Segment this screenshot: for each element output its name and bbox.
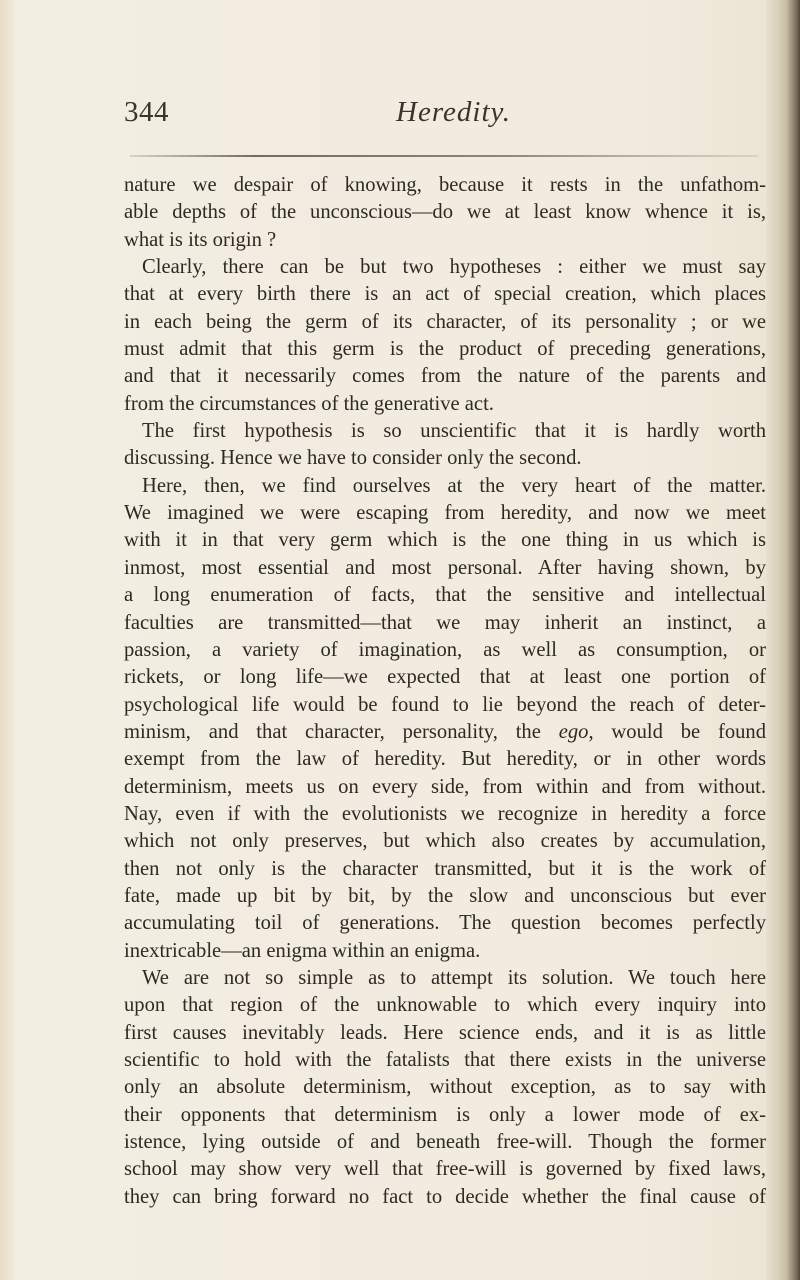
page-left-margin xyxy=(0,0,14,1280)
text-line: The first hypothesis is so unscientific that it is hardly worth xyxy=(142,420,766,443)
text-line: Here, then, we find ourselves at the very heart of the matter. xyxy=(142,474,766,497)
text-line: with it in that very germ which is the one thing in us which is xyxy=(124,529,766,552)
text-line: must admit that this germ is the product of preceding generations, xyxy=(124,338,766,361)
text-line: only an absolute determinism, without exception, as to say with xyxy=(124,1076,766,1099)
text-line: from the circumstances of the generative act. xyxy=(124,392,494,415)
page-number: 344 xyxy=(124,96,169,128)
text-line: Clearly, there can be but two hypotheses : either we must say xyxy=(142,256,766,279)
text-line: We are not so simple as to attempt its solution. We touch here xyxy=(142,966,766,989)
text-line: psychological life would be found to lie beyond the reach of deter- xyxy=(124,693,766,716)
text-line: accumulating toil of generations. The question becomes perfectly xyxy=(124,912,766,935)
text-line: able depths of the unconscious—do we at least know whence it is, xyxy=(124,201,766,224)
book-spine-edge xyxy=(766,0,800,1280)
header-rule xyxy=(130,155,758,157)
text-line: inextricable—an enigma within an enigma. xyxy=(124,939,481,962)
text-line: determinism, meets us on every side, from within and from without. xyxy=(124,775,766,798)
text-line: they can bring forward no fact to decide whether the final cause of xyxy=(124,1185,766,1208)
text-line: minism, and that character, personality, the ego, would be found xyxy=(124,720,767,743)
text-line: that at every birth there is an act of special creation, which places xyxy=(124,283,766,306)
text-line: inmost, most essential and most personal. After having shown, by xyxy=(124,556,766,579)
text-line: faculties are transmitted—that we may inherit an instinct, a xyxy=(124,611,766,634)
running-title: Heredity. xyxy=(396,96,512,128)
text-line: upon that region of the unknowable to which every inquiry into xyxy=(124,994,766,1017)
text-line: first causes inevitably leads. Here science ends, and it is as little xyxy=(124,1021,766,1044)
text-line: and that it necessarily comes from the nature of the parents and xyxy=(124,365,766,388)
text-line: discussing. Hence we have to consider only the second. xyxy=(124,447,582,470)
text-line: nature we despair of knowing, because it rests in the unfathom- xyxy=(124,174,766,196)
text-line: istence, lying outside of and beneath free-will. Though the former xyxy=(124,1131,766,1154)
text-line: fate, made up bit by bit, by the slow and unconscious but ever xyxy=(124,884,766,907)
text-line: what is its origin ? xyxy=(124,228,277,251)
running-head xyxy=(124,96,766,144)
text-line: rickets, or long life—we expected that at least one portion of xyxy=(124,666,766,689)
text-line: a long enumeration of facts, that the sensitive and intellectual xyxy=(124,584,766,607)
body-text xyxy=(124,172,766,1211)
text-line: then not only is the character transmitted, but it is the work of xyxy=(124,857,766,880)
text-line: exempt from the law of heredity. But heredity, or in other words xyxy=(124,748,766,771)
text-line: their opponents that determinism is only a lower mode of ex- xyxy=(124,1103,766,1126)
text-line: scientific to hold with the fatalists that there exists in the universe xyxy=(124,1049,766,1071)
text-line: We imagined we were escaping from heredity, and now we meet xyxy=(124,502,766,525)
text-line: school may show very well that free-will is governed by fixed laws, xyxy=(124,1158,766,1181)
text-line: which not only preserves, but which also creates by accumulation, xyxy=(124,830,766,853)
text-line: in each being the germ of its character, of its personality ; or we xyxy=(124,310,766,333)
text-line: Nay, even if with the evolutionists we recognize in heredity a force xyxy=(124,802,766,825)
text-line: passion, a variety of imagination, as well as consumption, or xyxy=(124,638,766,661)
